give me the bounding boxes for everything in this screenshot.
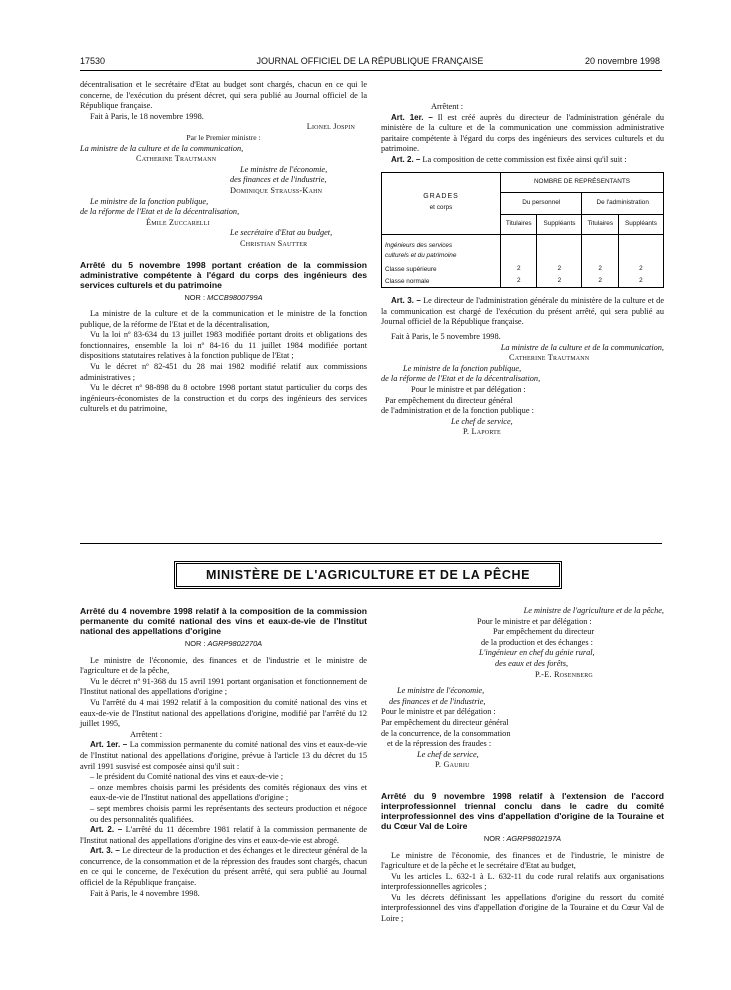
budget-name: Christian Sautter xyxy=(240,238,308,248)
arrete3-title: Arrêté du 9 novembre 1998 relatif à l'extension de l'accord interprofessionnel triennal conclu dans le cadre du comité interprofessionnel des vins d'appellation d'origine de la Touraine et du Cœur Val de Loire xyxy=(381,790,664,831)
issue-date: 20 novembre 1998 xyxy=(584,56,660,66)
top-left-column xyxy=(80,80,367,415)
arrete1-deleg-2: Par empêchement du directeur général xyxy=(385,395,513,405)
eco-deleg-4: et de la répression des fraudes : xyxy=(387,739,492,749)
arrete1-culture-role: La ministre de la culture et de la communication, xyxy=(500,342,664,352)
eco-name: Dominique Strauss-Kahn xyxy=(230,185,323,195)
eco-role-2: des finances et de l'industrie, xyxy=(230,175,327,185)
eco-role-2: des finances et de l'industrie, xyxy=(389,696,486,706)
arrete3-p2: Vu les articles L. 632-1 à L. 632-11 du code rural relatifs aux organisations interprofessionnelles agricoles ; xyxy=(381,871,664,892)
arrete1-arretent: Arrêtent : xyxy=(431,102,464,111)
by-pm: Par le Premier ministre : xyxy=(186,132,261,142)
arrete1-p3: Vu le décret nº 82-451 du 28 mai 1982 modifié relatif aux commissions administratives ; xyxy=(80,362,367,382)
bottom-left-column xyxy=(80,606,367,899)
ministry-heading: MINISTÈRE DE L'AGRICULTURE ET DE LA PÊCHE xyxy=(174,561,562,589)
arrete1-p2: Vu la loi nº 83-634 du 13 juillet 1983 modifiée portant droits et obligations des fonctionnaires, ensemble la loi nº 84-16 du 11 juillet 1984 modifiée portant dispositions statutaires relatives à la fonction publique de l'Etat ; xyxy=(80,330,367,361)
agri-role: Le ministre de l'agriculture et de la pêche, xyxy=(523,606,664,615)
arrete3-nor: NOR : AGRP9802197A xyxy=(483,833,562,843)
arrete1-deleg-1: Pour le ministre et par délégation : xyxy=(411,385,526,394)
fp-name: Émile Zuccarelli xyxy=(146,217,210,227)
eco-deleg-1: Pour le ministre et par délégation : xyxy=(381,707,496,717)
suppleants-header: Suppléants xyxy=(537,214,582,234)
titulaires-header: Titulaires xyxy=(582,214,618,234)
list-item: – onze membres choisis parmi les présidents des comités régionaux des vins et eaux-de-vie de l'Institut national des appellations d'origine ; xyxy=(90,782,367,803)
arrete2-art2: Art. 2. – L'arrêté du 11 décembre 1981 relatif à la commission permanente de l'Institut national des appellations d'origine des vins et eaux-de-vie est abrogé. xyxy=(80,825,368,845)
bottom-right-column xyxy=(381,606,664,925)
agri-deleg-3: de la production et des échanges : xyxy=(481,637,593,647)
arrete1-p1: La ministre de la culture et de la communication et le ministre de la fonction publique, de la réforme de l'Etat et de la décentralisation, xyxy=(80,309,367,329)
arrete2-p2: Vu le décret nº 91-368 du 15 avril 1991 portant organisation et fonctionnement de l'Institut national des appellations d'origine ; xyxy=(80,676,367,697)
arrete2-nor: NOR : AGRP9802270A xyxy=(184,639,263,648)
done-at: Fait à Paris, le 18 novembre 1998. xyxy=(90,111,204,121)
eco-chef: Le chef de service, xyxy=(417,749,479,759)
arrete1-fp-role-1: Le ministre de la fonction publique, xyxy=(403,363,522,373)
arrete1-art2: Art. 2. – La composition de cette commission est fixée ainsi qu'il suit : xyxy=(391,154,627,164)
arrete2-title: Arrêté du 4 novembre 1998 relatif à la composition de la commission permanente du comité national des vins et eaux-de-vie de l'Institut national des appellations d'origine xyxy=(80,606,367,636)
signature-pm: Lionel Jospin xyxy=(306,122,355,132)
arrete1-chef: Le chef de service, xyxy=(451,416,513,426)
arrete3-p1: Le ministre de l'économie, des finances et de l'industrie, le ministre de l'agriculture et de la pêche et le secrétaire d'Etat au budget, xyxy=(381,850,664,871)
eco-deleg-2: Par empêchement du directeur général xyxy=(381,717,509,727)
header-rule xyxy=(80,70,662,71)
titulaires-header: Titulaires xyxy=(501,214,537,234)
arrete3-p3: Vu les décrets définissant les appellations d'origine du ressort du comité interprofessionnel des vins d'appellation d'origine de la Touraine et du Cœur Val de Loire ; xyxy=(381,892,664,924)
eco-role-1: Le ministre de l'économie, xyxy=(397,686,485,696)
agri-deleg-2: Par empêchement du directeur xyxy=(493,627,595,637)
arrete2-arretent: Arrêtent : xyxy=(130,729,163,739)
budget-role: Le secrétaire d'Etat au budget, xyxy=(230,228,333,238)
admin-header: De l'administration xyxy=(582,192,664,214)
arrete1-nor: NOR : MCCB9800799A xyxy=(184,292,263,302)
arrete2-done-at: Fait à Paris, le 4 novembre 1998. xyxy=(90,888,200,898)
eco-name: P. Gauriu xyxy=(435,760,470,770)
arrete1-art1: Art. 1er. – Il est créé auprès du directeur de l'administration générale du ministère de la culture et de la communication une commission administrative paritaire compétente à l'égard du corps des ingénieurs des services culturels et du patrimoine. xyxy=(381,112,664,154)
arrete1-art3: Art. 3. – Le directeur de l'administration générale du ministère de la culture et de la communication est chargé de l'exécution du présent arrêté, qui sera publié au Journal officiel de la République française. xyxy=(381,296,664,327)
eco-role-1: Le ministre de l'économie, xyxy=(240,164,328,174)
agri-deleg-5: des eaux et des forêts, xyxy=(495,658,569,668)
arrete1-culture-name: Catherine Trautmann xyxy=(509,353,590,363)
arrete1-title: Arrêté du 5 novembre 1998 portant création de la commission administrative compétente à l'égard du corps des ingénieurs des services culturels et du patrimoine xyxy=(80,259,367,290)
grades-header: GRADES et corps xyxy=(382,172,501,234)
journal-title: JOURNAL OFFICIEL DE LA RÉPUBLIQUE FRANÇAISE xyxy=(256,56,484,66)
list-item: – sept membres choisis parmi les représentants des secteurs production et négoce ou des personnalités qualifiées. xyxy=(90,803,367,824)
arrete1-done-at: Fait à Paris, le 5 novembre 1998. xyxy=(391,332,501,342)
arrete1-fp-role-2: de la réforme de l'Etat et de la décentralisation, xyxy=(381,374,541,384)
arrete2-art3: Art. 3. – Le directeur de la production et des échanges et le directeur général de la concurrence, de la consommation et de la répression des fraudes sont chargés, chacun en ce qui le concerne, de l'exécution du présent arrêté, qui sera publié au Journal officiel de la République française. xyxy=(80,846,367,888)
eco-deleg-3: de la concurrence, de la consommation xyxy=(381,728,511,738)
agri-deleg-1: Pour le ministre et par délégation : xyxy=(477,616,592,626)
table-row: Classe supérieure 2 2 2 2 xyxy=(382,264,664,276)
arrete1-chef-name: P. Laporte xyxy=(463,427,501,437)
arrete2-p1: Le ministre de l'économie, des finances et de l'industrie et le ministre de l'agriculture et de la pêche, xyxy=(80,655,367,676)
arrete2-art1: Art. 1er. – La commission permanente du comité national des vins et eaux-de-vie de l'Institut national des appellations d'origine, prévue à l'article 13 du décret du 15 avril 1991 susvisé est composée ainsi qu'il suit : xyxy=(80,740,368,771)
page-number: 17530 xyxy=(80,56,106,66)
fp-role-2: de la réforme de l'Etat et de la décentralisation, xyxy=(80,207,240,217)
culture-role: La ministre de la culture et de la communication, xyxy=(80,143,244,153)
page-header xyxy=(80,56,660,68)
representatives-table xyxy=(381,172,664,289)
personnel-header: Du personnel xyxy=(501,192,582,214)
list-item: – le président du Comité national des vins et eaux-de-vie ; xyxy=(90,772,284,782)
agri-name: P.-E. Rosenberg xyxy=(535,669,593,679)
fp-role-1: Le ministre de la fonction publique, xyxy=(90,196,209,206)
corps-label: Ingénieurs des services culturels et du patrimoine xyxy=(382,234,501,264)
section-rule xyxy=(80,543,662,544)
suppleants-header: Suppléants xyxy=(618,214,663,234)
top-right-column xyxy=(381,102,664,438)
agri-deleg-4: L'ingénieur en chef du génie rural, xyxy=(479,648,595,658)
arrete2-p3: Vu l'arrêté du 4 mai 1992 relatif à la composition du comité national des vins et eaux-de-vie de l'Institut national des appellations d'origine, modifié par l'arrêté du 12 juillet 1995, xyxy=(80,697,367,729)
arrete1-deleg-3: de l'administration et de la fonction publique : xyxy=(381,406,534,416)
decree-closing: décentralisation et le secrétaire d'Etat au budget sont chargés, chacun en ce qui le concerne, de l'exécution du présent décret, qui sera publié au Journal officiel de la République française. xyxy=(80,80,367,111)
arrete1-p4: Vu le décret nº 98-898 du 8 octobre 1998 portant statut particulier du corps des ingénieurs-économistes de la construction et du corps des ingénieurs des services culturels et du patrimoine, xyxy=(80,383,367,414)
culture-name: Catherine Trautmann xyxy=(136,154,217,164)
table-row: Classe normale 2 2 2 2 xyxy=(382,276,664,288)
nombre-header: NOMBRE DE REPRÉSENTANTS xyxy=(501,172,664,192)
